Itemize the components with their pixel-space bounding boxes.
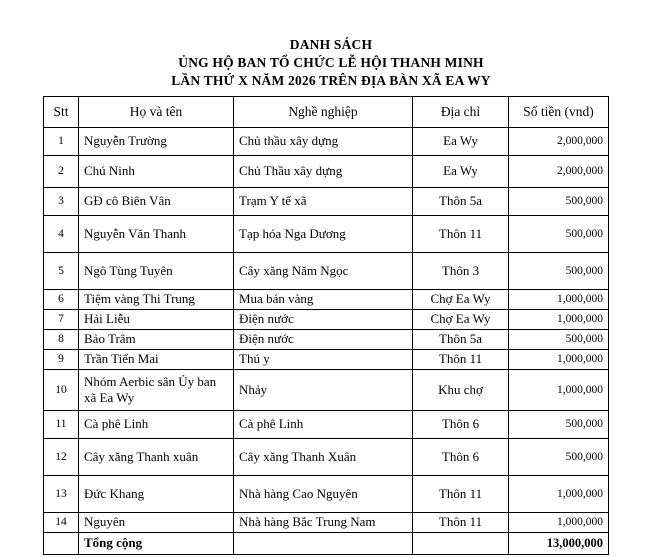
cell-amount: 1,000,000 — [509, 290, 609, 310]
cell-amount: 1,000,000 — [509, 350, 609, 370]
cell-job: Nhà hàng Cao Nguyên — [234, 476, 413, 513]
total-label: Tổng cộng — [79, 533, 234, 555]
cell-stt: 8 — [44, 330, 79, 350]
cell-amount: 2,000,000 — [509, 156, 609, 188]
cell-stt: 3 — [44, 188, 79, 216]
cell-name: Chú Ninh — [79, 156, 234, 188]
cell-name: Tiệm vàng Thi Trung — [79, 290, 234, 310]
cell-name: Bảo Trâm — [79, 330, 234, 350]
column-header-address: Địa chỉ — [413, 97, 509, 128]
table-row — [44, 513, 609, 533]
cell-stt: 12 — [44, 439, 79, 476]
cell-amount: 2,000,000 — [509, 128, 609, 156]
table-row — [44, 476, 609, 513]
cell-address: Chợ Ea Wy — [413, 290, 509, 310]
cell-address: Khu chợ — [413, 370, 509, 411]
cell-amount: 500,000 — [509, 188, 609, 216]
table-header — [44, 97, 609, 128]
cell-name: Trần Tiến Mai — [79, 350, 234, 370]
cell-stt: 9 — [44, 350, 79, 370]
table-row — [44, 310, 609, 330]
cell-amount: 500,000 — [509, 216, 609, 253]
cell-name: Cây xăng Thanh xuân — [79, 439, 234, 476]
cell-job: Chủ Thầu xây dựng — [234, 156, 413, 188]
cell-address: Thôn 6 — [413, 411, 509, 439]
table-row — [44, 188, 609, 216]
cell-stt: 7 — [44, 310, 79, 330]
cell-address: Thôn 11 — [413, 350, 509, 370]
total-cell-address — [413, 533, 509, 555]
cell-address: Ea Wy — [413, 156, 509, 188]
column-header-amount: Số tiền (vnd) — [509, 97, 609, 128]
title-line-3: LẦN THỨ X NĂM 2026 TRÊN ĐỊA BÀN XÃ EA WY — [171, 72, 491, 88]
cell-job: Chủ thầu xây dựng — [234, 128, 413, 156]
cell-stt: 11 — [44, 411, 79, 439]
cell-name-line-2: xã Ea Wy — [84, 390, 135, 405]
cell-address: Thôn 6 — [413, 439, 509, 476]
title-line-2: ỦNG HỘ BAN TỔ CHỨC LỄ HỘI THANH MINH — [178, 54, 484, 70]
table-row — [44, 330, 609, 350]
column-header-stt: Stt — [44, 97, 79, 128]
cell-job: Cà phê Linh — [234, 411, 413, 439]
cell-job: Thú y — [234, 350, 413, 370]
table-row — [44, 411, 609, 439]
cell-stt: 10 — [44, 370, 79, 411]
cell-stt: 6 — [44, 290, 79, 310]
donations-table — [43, 96, 609, 555]
table-row — [44, 350, 609, 370]
cell-stt: 2 — [44, 156, 79, 188]
cell-name: Hải Liễu — [79, 310, 234, 330]
cell-address: Thôn 11 — [413, 513, 509, 533]
cell-job: Điện nước — [234, 330, 413, 350]
table-total-row — [44, 533, 609, 555]
cell-address: Ea Wy — [413, 128, 509, 156]
cell-amount: 500,000 — [509, 411, 609, 439]
table-body — [44, 128, 609, 555]
cell-stt: 1 — [44, 128, 79, 156]
cell-job: Mua bán vàng — [234, 290, 413, 310]
cell-address: Thôn 5a — [413, 330, 509, 350]
cell-name: Đức Khang — [79, 476, 234, 513]
table-row — [44, 370, 609, 411]
cell-name: Nguyên — [79, 513, 234, 533]
total-cell-job — [234, 533, 413, 555]
cell-job: Cây xăng Năm Ngọc — [234, 253, 413, 290]
cell-address: Thôn 11 — [413, 476, 509, 513]
cell-name: Cà phê Linh — [79, 411, 234, 439]
cell-amount: 500,000 — [509, 330, 609, 350]
table-row — [44, 290, 609, 310]
cell-name: Nguyễn Trường — [79, 128, 234, 156]
cell-address: Chợ Ea Wy — [413, 310, 509, 330]
cell-amount: 1,000,000 — [509, 513, 609, 533]
cell-stt: 5 — [44, 253, 79, 290]
cell-amount: 500,000 — [509, 253, 609, 290]
cell-job: Nhà hàng Bắc Trung Nam — [234, 513, 413, 533]
cell-address: Thôn 11 — [413, 216, 509, 253]
cell-name: Ngô Tùng Tuyên — [79, 253, 234, 290]
total-cell-stt — [44, 533, 79, 555]
table-row — [44, 253, 609, 290]
cell-job: Nhảy — [234, 370, 413, 411]
cell-job: Điện nước — [234, 310, 413, 330]
cell-name: GĐ cô Biên Vân — [79, 188, 234, 216]
table-row — [44, 439, 609, 476]
cell-job: Trạm Y tế xã — [234, 188, 413, 216]
cell-job: Cây xăng Thanh Xuân — [234, 439, 413, 476]
total-amount: 13,000,000 — [509, 533, 609, 555]
table-row — [44, 128, 609, 156]
cell-address: Thôn 5a — [413, 188, 509, 216]
document-title-block — [0, 36, 662, 89]
table-row — [44, 216, 609, 253]
cell-name — [79, 370, 234, 411]
cell-address: Thôn 3 — [413, 253, 509, 290]
cell-amount: 500,000 — [509, 439, 609, 476]
cell-amount: 1,000,000 — [509, 476, 609, 513]
column-header-name: Họ và tên — [79, 97, 234, 128]
cell-amount: 1,000,000 — [509, 310, 609, 330]
cell-name-line-1: Nhóm Aerbic sân Ủy ban — [84, 374, 217, 390]
column-header-job: Nghề nghiệp — [234, 97, 413, 128]
cell-name: Nguyễn Văn Thanh — [79, 216, 234, 253]
donations-table-wrapper — [43, 96, 609, 555]
cell-stt: 13 — [44, 476, 79, 513]
table-header-row — [44, 97, 609, 128]
cell-stt: 14 — [44, 513, 79, 533]
cell-stt: 4 — [44, 216, 79, 253]
cell-amount: 1,000,000 — [509, 370, 609, 411]
cell-job: Tạp hóa Nga Dương — [234, 216, 413, 253]
title-line-1: DANH SÁCH — [289, 37, 373, 52]
table-row — [44, 156, 609, 188]
